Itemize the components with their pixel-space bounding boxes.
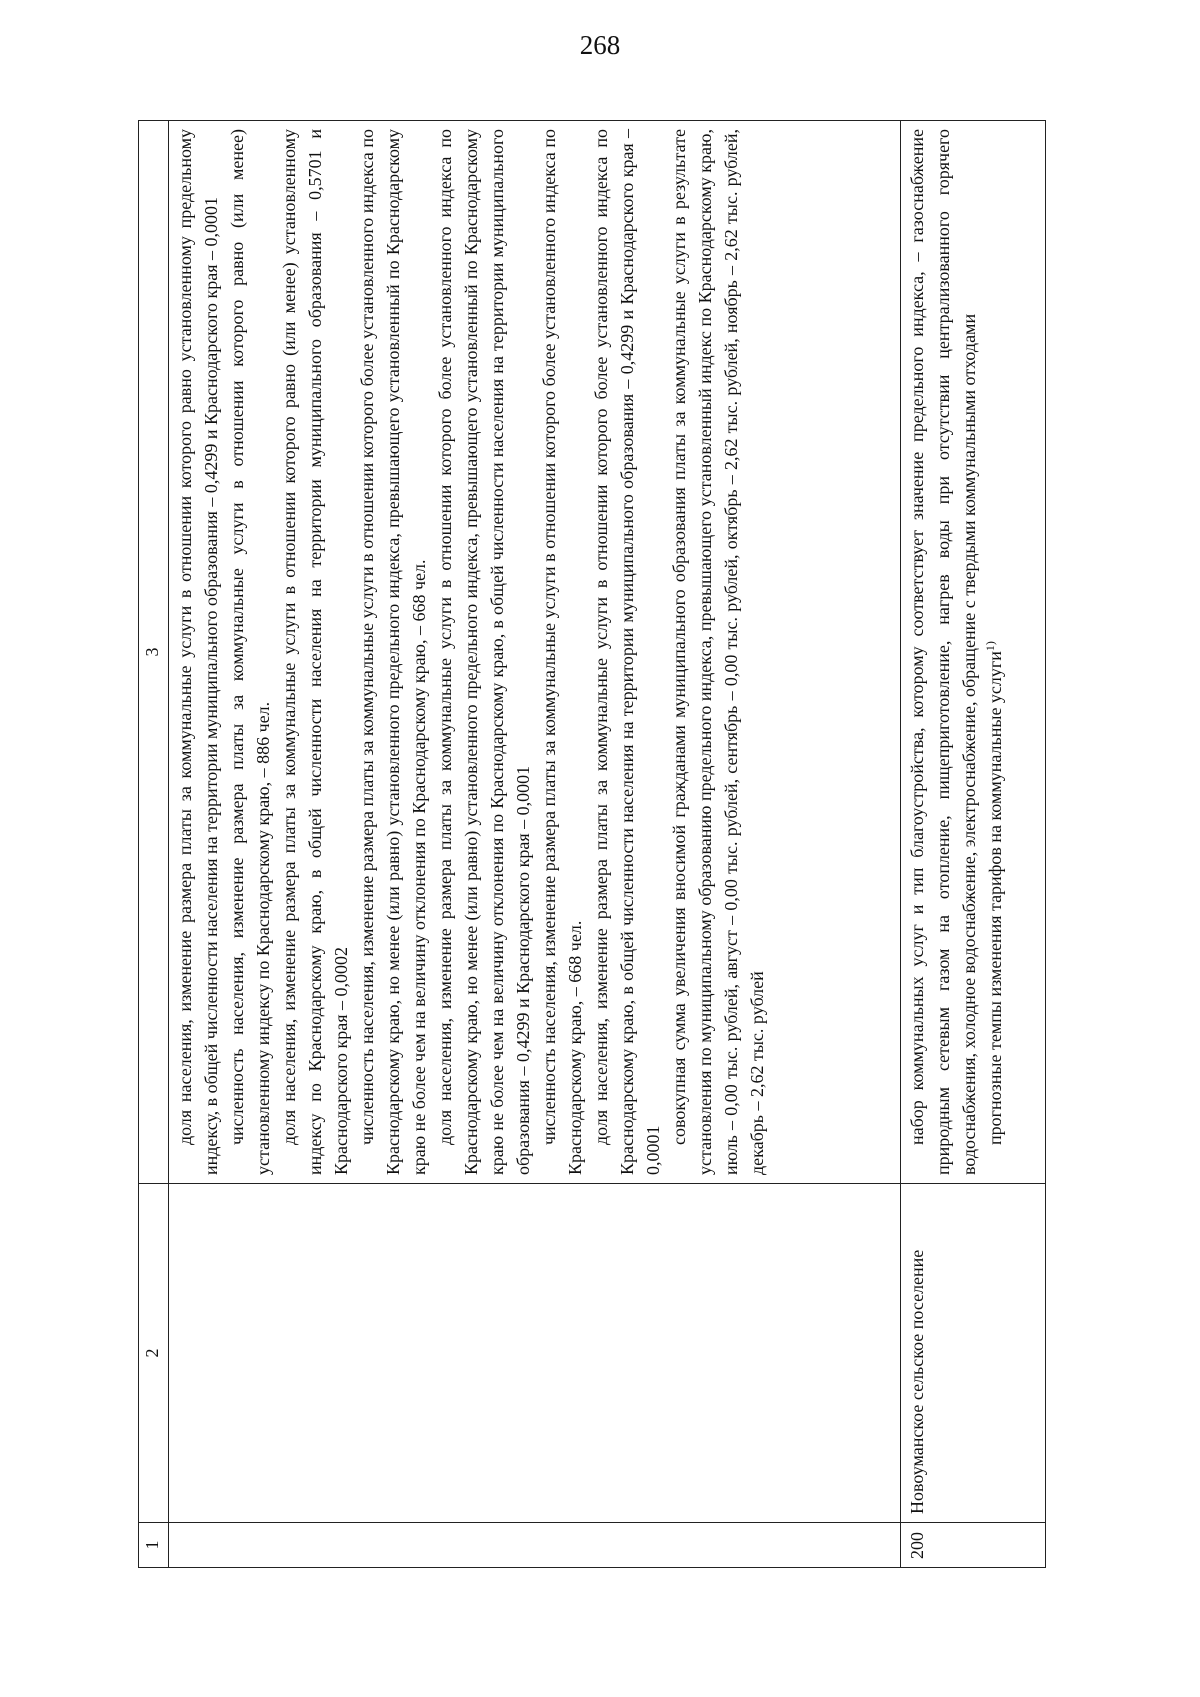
data-table bbox=[138, 120, 1046, 1568]
row1-details-cell bbox=[169, 121, 901, 1184]
details-paragraph: совокупная сумма увеличения вносимой гражданами муниципального образования платы за коммунальные услуги в результате установления по муниципальному образованию предельного индекса, превышающего установленный индекс по Краснодарскому краю, июль – 0,00 тыс. рублей, август – 0,00 тыс. рублей, сентябрь – 0,00 тыс. рублей, октябрь – 2,62 тыс. рублей, ноябрь – 2,62 тыс. рублей, декабрь – 2,62 тыс. рублей bbox=[669, 129, 767, 1175]
page-number: 268 bbox=[579, 30, 621, 60]
row2-name-cell: Новоуманское сельское поселение bbox=[901, 1184, 1046, 1523]
row1-name-cell bbox=[169, 1184, 901, 1523]
details-paragraph: доля населения, изменение размера платы за коммунальные услуги в отношении которого более установленного индекса по Краснодарскому краю, но менее (или равно) установленного предельного индекса, превышающего установленный по Краснодарскому краю не более чем на величину отклонения по Краснодарскому краю, в общей численности населения на территории муниципального образования – 0,4299 и Краснодарского края – 0,0001 bbox=[435, 129, 533, 1175]
details-paragraph: доля населения, изменение размера платы за коммунальные услуги в отношении которого более установленного индекса по Краснодарскому краю, в общей численности населения на территории муниципального образования – 0,4299 и Краснодарского края – 0,0001 bbox=[591, 129, 663, 1175]
table-row bbox=[169, 121, 901, 1568]
row2-number-cell: 200 bbox=[901, 1523, 1046, 1568]
details-paragraph: доля населения, изменение размера платы за коммунальные услуги в отношении которого равно установленному предельному индексу, в общей численности населения на территории муниципального образования – 0,4299 и Краснодарского края – 0,0001 bbox=[175, 129, 221, 1175]
details-paragraph: доля населения, изменение размера платы за коммунальные услуги в отношении которого равно (или менее) установленному индексу по Краснодарскому краю, в общей численности населения на территории муниципального образования – 0,5701 и Краснодарского края – 0,0002 bbox=[279, 129, 351, 1175]
details-paragraph bbox=[982, 129, 1008, 1175]
details-paragraph: численность населения, изменение размера платы за коммунальные услуги в отношении которого равно (или менее) установленному индексу по Краснодарскому краю, – 886 чел. bbox=[227, 129, 273, 1175]
details-paragraph: численность населения, изменение размера платы за коммунальные услуги в отношении которого более установленного индекса по Краснодарскому краю, – 668 чел. bbox=[539, 129, 585, 1175]
row2-details-cell bbox=[901, 121, 1046, 1184]
details-paragraph: численность населения, изменение размера платы за коммунальные услуги в отношении которого более установленного индекса по Краснодарскому краю, но менее (или равно) установленного предельного индекса, превышающего установленный по Краснодарскому краю не более чем на величину отклонения по Краснодарскому краю, – 668 чел. bbox=[357, 129, 429, 1175]
table-row bbox=[901, 121, 1046, 1568]
footnote-marker: 1) bbox=[983, 641, 997, 652]
header-cell-3: 3 bbox=[139, 121, 169, 1184]
details-paragraph: набор коммунальных услуг и тип благоустройства, которому соответствует значение предельного индекса, – газоснабжение природным сетевым газом на отопление, пищеприготовление, нагрев воды при отсутствии централизованного горячего водоснабжения, холодное водоснабжение, электроснабжение, обращение с твердыми коммунальными отходами bbox=[907, 129, 979, 1175]
rotated-table-frame bbox=[138, 120, 1046, 1568]
row1-number-cell bbox=[169, 1523, 901, 1568]
table-header-row bbox=[139, 121, 169, 1568]
header-cell-1: 1 bbox=[139, 1523, 169, 1568]
forecast-text: прогнозные темпы изменения тарифов на коммунальные услуги bbox=[985, 651, 1005, 1145]
header-cell-2: 2 bbox=[139, 1184, 169, 1523]
